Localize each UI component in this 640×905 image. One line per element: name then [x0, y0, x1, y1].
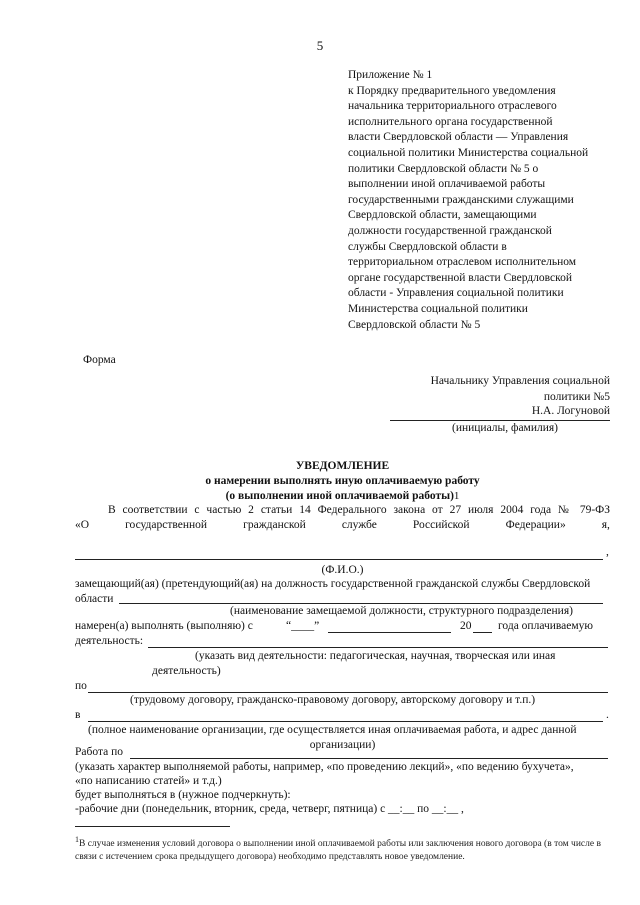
addressee-block [380, 374, 610, 437]
form-label: Форма [83, 354, 116, 366]
footnote [75, 833, 615, 864]
activity-hint: (указать вид деятельности: педагогическая, научная, творческая или иная [195, 650, 556, 662]
fio-hint: (Ф.И.О.) [321, 564, 364, 576]
schedule-item-weekdays[interactable]: -рабочие дни (понедельник, вторник, среда, четверг, пятница) с __:__ по __:__ , [75, 803, 464, 815]
addressee-name-field[interactable] [390, 405, 610, 421]
work-hint: (указать характер выполняемой работы, например, «по проведению лекций», «по ведению бухучета», [75, 761, 574, 773]
position-input-line[interactable] [119, 591, 603, 604]
appendix-line: службы Свердловской области в [348, 240, 507, 253]
document-heading [0, 459, 640, 504]
in-label: в [75, 709, 81, 721]
addressee-name: Н.А. Логуновой [531, 404, 610, 417]
appendix-block [348, 68, 588, 333]
organization-hint: (полное наименование организации, где осуществляется иная оплачиваемая работа, и адрес данной [88, 724, 577, 736]
appendix-line: органе государственной власти Свердловской [348, 271, 573, 284]
activity-input-line[interactable] [148, 635, 608, 648]
organization-input-line[interactable] [88, 709, 603, 722]
organization-period: . [606, 709, 609, 721]
position-label: области [75, 593, 114, 605]
organization-hint-2: организации) [309, 739, 376, 751]
footnote-text: В случае изменения условий договора о выполнении иной оплачиваемой работы или заключения нового договора (в том числе в связи с истечением срока предыдущего договора) необходимо представлять новое уведомление. [75, 839, 601, 863]
footnote-reference: 1 [453, 490, 460, 502]
heading-subtitle-2: (о выполнении иной оплачиваемой работы) [225, 490, 454, 502]
fio-input-line[interactable] [75, 547, 603, 560]
fio-comma: , [606, 546, 609, 558]
work-input-line[interactable] [130, 746, 608, 759]
activity-hint-2: деятельность) [152, 665, 221, 677]
appendix-line: начальника территориального отраслевого [348, 100, 557, 113]
by-label: по [75, 680, 87, 692]
heading-subtitle: о намерении выполнять иную оплачиваемую работу [205, 475, 480, 487]
appendix-line: выполнении иной оплачиваемой работы [348, 178, 546, 191]
addressee-line: Начальнику Управления социальной [430, 375, 610, 387]
year-prefix: 20 [460, 620, 472, 632]
contract-input-line[interactable] [88, 680, 608, 693]
appendix-line: к Порядку предварительного уведомления [348, 84, 556, 97]
appendix-line: Свердловской области, замещающими [348, 209, 537, 222]
intent-suffix: года оплачиваемую [498, 620, 594, 632]
day-field[interactable]: “____” [286, 620, 320, 632]
heading-title: УВЕДОМЛЕНИЕ [295, 460, 390, 472]
appendix-line: должности государственной гражданской [348, 224, 552, 237]
appendix-line: социальной политики Министерства социальной [348, 146, 589, 159]
appendix-line: политики Свердловской области № 5 о [348, 162, 539, 175]
footnote-divider [75, 826, 230, 827]
month-input-line[interactable] [328, 620, 451, 633]
appendix-line: государственными гражданскими служащими [348, 193, 574, 206]
page-number: 5 [316, 38, 324, 53]
year-input-line[interactable] [473, 620, 492, 633]
appendix-line: территориальном отраслевом исполнительном [348, 256, 577, 269]
position-hint: (наименование замещаемой должности, структурного подразделения) [230, 605, 573, 617]
contract-hint: (трудовому договору, гражданско-правовому договору, авторскому договору и т.п.) [130, 694, 536, 706]
initials-hint: (инициалы, фамилия) [451, 422, 559, 435]
appendix-line: Министерства социальной политики [348, 302, 528, 315]
appendix-line: области - Управления социальной политики [348, 287, 564, 300]
intent-prefix: намерен(а) выполнять (выполняю) с [75, 620, 253, 632]
addressee-line: политики №5 [543, 390, 610, 403]
appendix-line: исполнительного органа государственной [348, 115, 553, 128]
intro-line-2: «О государственной гражданской службе Российской Федерации» я, [75, 519, 610, 531]
activity-label: деятельность: [75, 635, 144, 647]
appendix-line: Свердловской области № 5 [348, 318, 481, 331]
schedule-label: будет выполняться в (нужное подчеркнуть): [75, 789, 291, 801]
appendix-line: власти Свердловской области — Управления [348, 131, 569, 144]
appendix-title: Приложение № 1 [348, 69, 433, 81]
work-hint-2: «по написанию статей» и т.д.) [75, 775, 222, 787]
intro-line: В соответствии с частью 2 статьи 14 Федерального закона от 27 июля 2004 года № 79-ФЗ [108, 504, 610, 516]
work-label: Работа по [75, 746, 123, 758]
footnote-mark: 1 [75, 835, 79, 844]
position-line: замещающий(ая) (претендующий(ая) на должность государственной гражданской службы Свердловской [75, 578, 591, 590]
